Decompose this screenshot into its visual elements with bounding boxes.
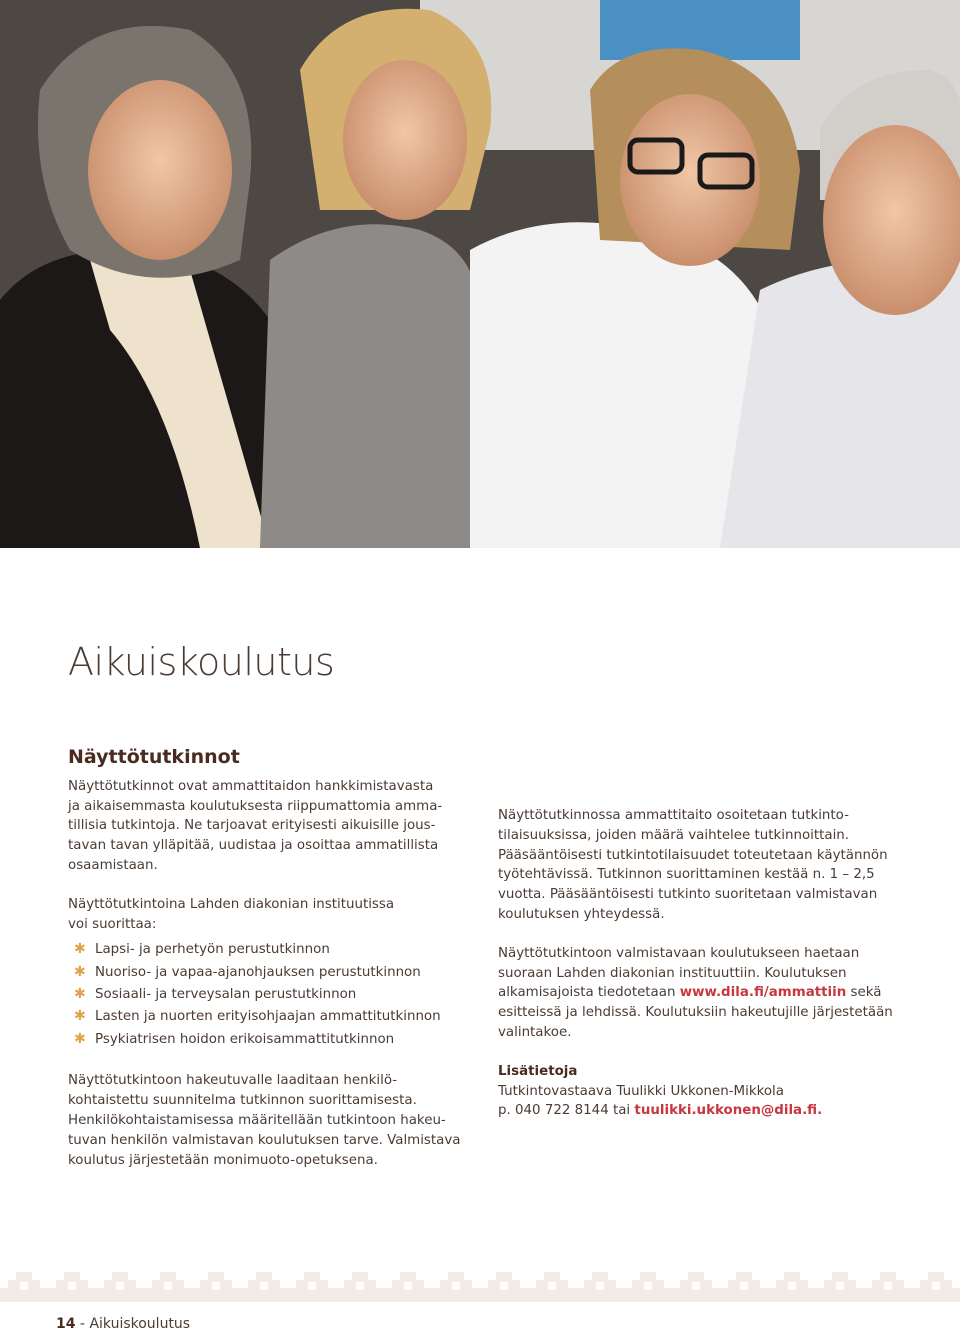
closing-line: koulutus järjestetään monimuoto-opetuksena. xyxy=(68,1152,378,1168)
application-paragraph xyxy=(498,944,908,1043)
contact-block xyxy=(498,1062,908,1121)
contact-end: . xyxy=(817,1103,823,1119)
footer-section: Aikuiskoulutus xyxy=(89,1316,191,1332)
exam-line: Pääsääntöisesti tutkintotilaisuudet toteutetaan käytännön xyxy=(498,847,888,863)
asterisk-bullet-icon: ✱ xyxy=(74,1030,86,1047)
list-intro-line: Näyttötutkintoina Lahden diakonian instituutissa xyxy=(68,896,395,912)
list-item-label: Lapsi- ja perhetyön perustutkinnon xyxy=(95,942,330,958)
list-item-label: Nuoriso- ja vapaa-ajanohjauksen perustutkinnon xyxy=(95,964,421,980)
degree-list xyxy=(68,940,468,1049)
list-intro xyxy=(68,895,468,935)
contact-phone: p. 040 722 8144 tai xyxy=(498,1103,635,1119)
list-item-label: Sosiaali- ja terveysalan perustutkinnon xyxy=(95,986,357,1002)
application-line: alkamisajoista tiedotetaan xyxy=(498,985,680,1001)
list-intro-line: voi suorittaa: xyxy=(68,916,157,932)
asterisk-bullet-icon: ✱ xyxy=(74,963,86,980)
application-line: sekä xyxy=(846,985,882,1001)
intro-line: ja aikaisemmasta koulutuksesta riippumattomia amma- xyxy=(68,798,443,814)
list-item xyxy=(68,985,468,1005)
application-line: Näyttötutkintoon valmistavaan koulutukseen haetaan xyxy=(498,945,860,961)
closing-line: Näyttötutkintoon hakeutuvalle laaditaan henkilö- xyxy=(68,1073,398,1089)
email-link[interactable]: tuulikki.ukkonen@dila.fi xyxy=(634,1103,818,1119)
left-column xyxy=(68,748,468,1189)
application-line: esitteissä ja lehdissä. Koulutuksiin hakeutujille järjestetään xyxy=(498,1005,893,1021)
list-item xyxy=(68,940,468,960)
application-line: suoraan Lahden diakonian instituuttiin. Koulutuksen xyxy=(498,965,847,981)
asterisk-bullet-icon: ✱ xyxy=(74,985,86,1002)
zigzag-pattern-icon xyxy=(0,1268,960,1302)
website-link[interactable]: www.dila.fi/ammattiin xyxy=(679,985,847,1001)
page-number: 14 xyxy=(56,1316,76,1332)
closing-line: Henkilökohtaistamisessa määritellään tutkintoon hakeu- xyxy=(68,1112,446,1128)
closing-line: kohtaistettu suunnitelma tutkinnon suorittamisesta. xyxy=(68,1093,417,1109)
exam-paragraph xyxy=(498,806,908,925)
application-line: valintakoe. xyxy=(498,1024,572,1040)
asterisk-bullet-icon: ✱ xyxy=(74,1008,86,1025)
intro-paragraph xyxy=(68,777,468,876)
asterisk-bullet-icon: ✱ xyxy=(74,941,86,958)
page-footer xyxy=(56,1316,190,1332)
right-column xyxy=(498,806,908,1140)
exam-line: Näyttötutkinnossa ammattitaito osoitetaan tutkinto- xyxy=(498,808,849,823)
intro-line: osaamistaan. xyxy=(68,857,158,873)
footer-separator: - xyxy=(75,1316,90,1332)
exam-line: vuotta. Pääsääntöisesti tutkinto suoritetaan valmistavan xyxy=(498,887,878,903)
exam-line: koulutuksen yhteydessä. xyxy=(498,906,665,922)
intro-line: Näyttötutkinnot ovat ammattitaidon hankkimistavasta xyxy=(68,778,434,794)
list-item-label: Psykiatrisen hoidon erikoisammattitutkinnon xyxy=(95,1031,395,1047)
contact-heading: Lisätietoja xyxy=(498,1063,578,1079)
section-heading: Näyttötutkinnot xyxy=(68,746,240,768)
group-photo-icon xyxy=(0,0,960,548)
closing-line: tuvan henkilön valmistavan koulutuksen tarve. Valmistava xyxy=(68,1132,461,1148)
closing-paragraph xyxy=(68,1071,468,1170)
exam-line: työtehtävissä. Tutkinnon suorittaminen kestää n. 1 – 2,5 xyxy=(498,867,875,883)
exam-line: tilaisuuksissa, joiden määrä vaihtelee tutkinnoittain. xyxy=(498,827,850,843)
list-item xyxy=(68,1030,468,1050)
page-title: Aikuiskoulutus xyxy=(68,640,335,684)
intro-line: tillisia tutkintoja. Ne tarjoavat erityisesti aikuisille jous- xyxy=(68,818,436,834)
group-photo xyxy=(0,0,960,548)
list-item-label: Lasten ja nuorten erityisohjaajan ammattitutkinnon xyxy=(95,1009,441,1025)
decorative-border xyxy=(0,1268,960,1302)
list-item xyxy=(68,963,468,983)
contact-name: Tutkintovastaava Tuulikki Ukkonen-Mikkola xyxy=(498,1083,784,1099)
intro-line: tavan tavan ylläpitää, uudistaa ja osoittaa ammatillista xyxy=(68,838,439,854)
list-item xyxy=(68,1007,468,1027)
